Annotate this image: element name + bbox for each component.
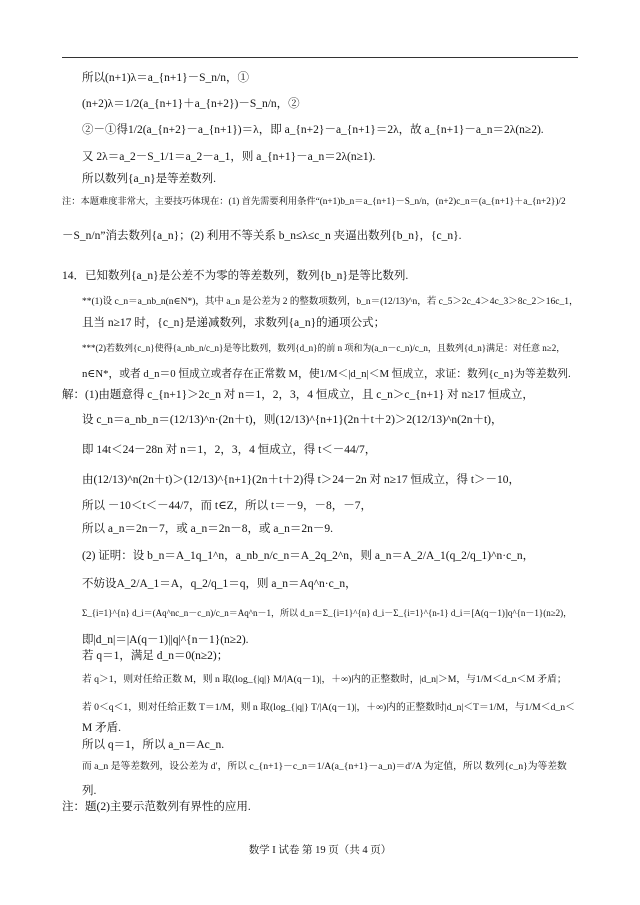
text-line: 所以 a_n＝2n－7，或 a_n＝2n－8，或 a_n＝2n－9. [82,523,334,535]
text-line: 若 q＝1，满足 d_n＝0(n≥2)； [82,650,229,662]
text-line: 由(12/13)^n(2n＋t)＞(12/13)^{n+1}(2n＋t＋2)得 t＞24－2n 对 n≥17 恒成立，得 t＞－10， [82,474,521,486]
text-line: (2) 证明：设 b_n＝A_1q_1^n，a_nb_n/c_n＝A_2q_2^n，则 a_n＝A_2/A_1(q_2/q_1)^n·c_n， [82,550,535,562]
text-line: Σ_{i=1}^{n} d_i＝(Aq^nc_n－c_n)/c_n＝Aq^n－1，所以 d_n＝Σ_{i=1}^{n} d_i－Σ_{i=1}^{n-1} d_i＝[A(q－1)]q^{n－1}(n≥2)， [82,608,573,618]
text-line: －S_n/n”消去数列{a_n}；(2) 利用不等关系 b_n≤λ≤c_n 夹逼出数列{b_n}，{c_n}. [62,230,462,242]
text-line: 所以(n+1)λ＝a_{n+1}－S_n/n，① [82,72,249,84]
text-line: 所以 q＝1，所以 a_n＝Ac_n. [82,739,225,751]
text-line: 即 14t＜24－28n 对 n＝1，2，3，4 恒成立，得 t＜－44/7， [82,444,377,456]
text-line: 所以 －10＜t＜－44/7，而 t∈Z，所以 t＝－9，－8，－7， [82,500,372,512]
text-line: 注：本题难度非常大，主要技巧体现在：(1) 首先需要利用条件“(n+1)b_n＝a_{n+1}－S_n/n，(n+2)c_n＝(a_{n+1}＋a_{n+2})/2 [62,197,566,207]
text-line: 解：(1)由题意得 c_{n+1}＞2c_n 对 n＝1，2，3，4 恒成立，且 c_n＞c_{n+1} 对 n≥17 恒成立， [62,389,534,401]
text-line: 14．已知数列{a_n}是公差不为零的等差数列，数列{b_n}是等比数列. [62,270,409,282]
text-line: **(1)设 c_n＝a_nb_n(n∈N*)，其中 a_n 是公差为 2 的整数项数列，b_n＝(12/13)^n，若 c_5＞2c_4＞4c_3＞8c_2＞16c_1， [82,297,579,307]
text-line: 且当 n≥17 时，{c_n}是递减数列，求数列{a_n}的通项公式； [82,317,386,329]
text-line: M 矛盾. [82,722,121,734]
text-line: 注：题(2)主要示范数列有界性的应用. [62,801,251,813]
text-line: ***(2)若数列{c_n}使得{a_nb_n/c_n}是等比数列，数列{d_n}的前 n 项和为(a_n－c_n)/c_n，且数列{d_n}满足：对任意 n≥2， [82,343,566,353]
text-line: (n+2)λ＝1/2(a_{n+1}＋a_{n+2})－S_n/n，② [82,98,300,110]
text-line: 又 2λ＝a_2－S_1/1＝a_2－a_1，则 a_{n+1}－a_n＝2λ(n≥1). [82,151,376,163]
text-line: ②－①得1/2(a_{n+2}－a_{n+1})＝λ，即 a_{n+2}－a_{n+1}＝2λ，故 a_{n+1}－a_n＝2λ(n≥2). [82,124,544,136]
text-line: 若 0＜q＜1，则对任给正数 T＝1/M，则 n 取(log_{|q|} T/|A(q－1)|，＋∞)内的正整数时|d_n|＜T＝1/M，与1/M＜d_n＜ [82,702,575,713]
top-rule [62,57,578,58]
text-line: 列. [82,785,97,797]
text-line: 所以数列{a_n}是等差数列. [82,173,217,185]
text-line: n∈N*，或者 d_n＝0 恒成立或者存在正常数 M，使1/M＜|d_n|＜M 恒成立，求证：数列{c_n}为等差数列. [82,368,571,380]
text-line: 若 q＞1，则对任给正数 M，则 n 取(log_{|q|} M/|A(q－1)|，＋∞)内的正整数时，|d_n|＞M，与1/M＜d_n＜M 矛盾； [82,674,567,685]
text-line: 不妨设A_2/A_1＝A，q_2/q_1＝q，则 a_n＝Aq^n·c_n， [82,578,357,590]
page-footer: 数学 I 试卷 第 19 页（共 4 页） [248,845,392,856]
text-line: 而 a_n 是等差数列，设公差为 d′，所以 c_{n+1}－c_n＝1/A(a_{n+1}－a_n)＝d′/A 为定值，所以 数列{c_n}为等差数 [82,761,567,772]
text-line: 即|d_n|＝|A(q－1)||q|^{n－1}(n≥2). [82,634,249,646]
text-line: 设 c_n＝a_nb_n＝(12/13)^n·(2n＋t)，则(12/13)^{n+1}(2n＋t＋2)＞2(12/13)^n(2n＋t)， [82,414,503,426]
